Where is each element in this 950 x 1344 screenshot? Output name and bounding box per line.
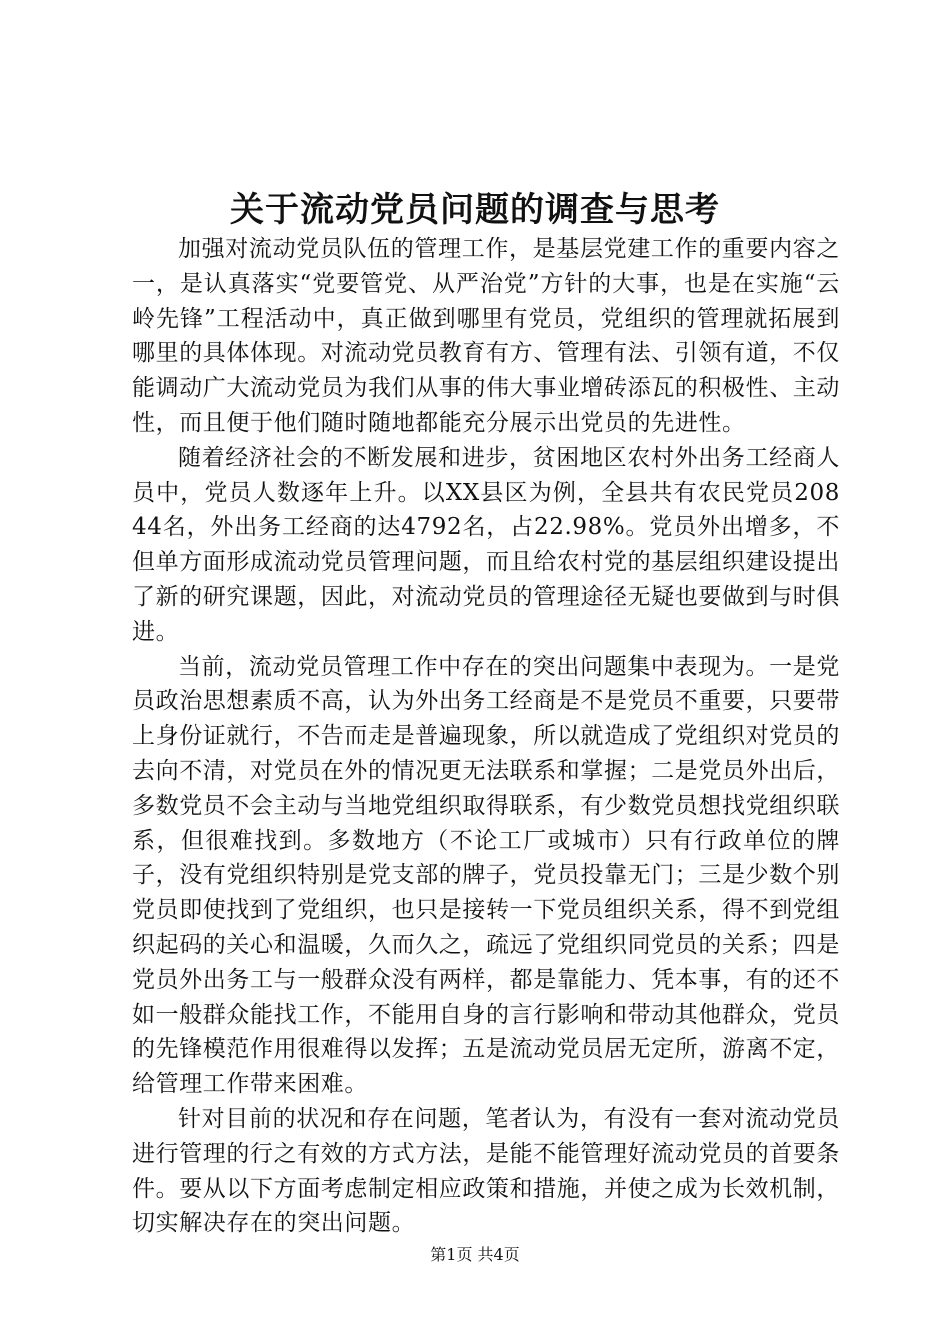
document-body (132, 232, 840, 1241)
paragraph-4: 针对目前的状况和存在问题，笔者认为，有没有一套对流动党员进行管理的行之有效的方式方法，是能不能管理好流动党员的首要条件。要从以下方面考虑制定相应政策和措施，并使之成为长效机制，切实解决存在的突出问题。 (132, 1105, 840, 1237)
paragraph-3: 当前，流动党员管理工作中存在的突出问题集中表现为。一是党员政治思想素质不高，认为外出务工经商是不是党员不重要，只要带上身份证就行，不告而走是普遍现象，所以就造成了党组织对党员的去向不清，对党员在外的情况更无法联系和掌握；二是党员外出后，多数党员不会主动与当地党组织取得联系，有少数党员想找党组织联系，但很难找到。多数地方（不论工厂或城市）只有行政单位的牌子，没有党组织特别是党支部的牌子，党员投靠无门；三是少数个别党员即使找到了党组织，也只是接转一下党员组织关系，得不到党组织起码的关心和温暖，久而久之，疏远了党组织同党员的关系；四是党员外出务工与一般群众没有两样，都是靠能力、凭本事，有的还不如一般群众能找工作，不能用自身的言行影响和带动其他群众，党员的先锋模范作用很难得以发挥；五是流动党员居无定所，游离不定，给管理工作带来困难。 (132, 653, 840, 1098)
paragraph-2: 随着经济社会的不断发展和进步，贫困地区农村外出务工经商人员中，党员人数逐年上升。以XX县区为例，全县共有农民党员20844名，外出务工经商的达4792名，占22.98%。党员外出增多，不但单方面形成流动党员管理问题，而且给农村党的基层组织建设提出了新的研究课题，因此，对流动党员的管理途径无疑也要做到与时俱进。 (132, 444, 840, 645)
page-footer: 第1页 共4页 (430, 1245, 520, 1264)
paragraph-1: 加强对流动党员队伍的管理工作，是基层党建工作的重要内容之一，是认真落实“党要管党、从严治党”方针的大事，也是在实施“云岭先锋”工程活动中，真正做到哪里有党员，党组织的管理就拓展到哪里的具体体现。对流动党员教育有方、管理有法、引领有道，不仅能调动广大流动党员为我们从事的伟大事业增砖添瓦的积极性、主动性，而且便于他们随时随地都能充分展示出党员的先进性。 (132, 236, 840, 436)
document-title: 关于流动党员问题的调查与思考 (230, 190, 720, 230)
